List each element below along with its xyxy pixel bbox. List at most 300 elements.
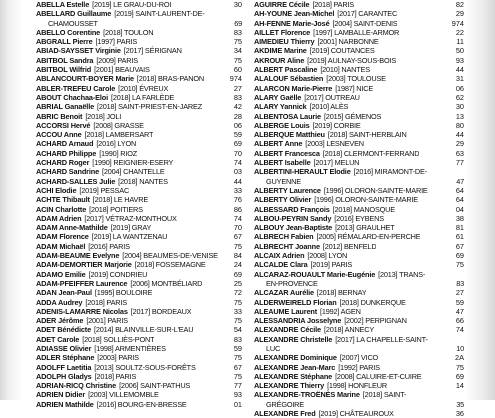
directory-entry bbox=[36, 270, 242, 279]
directory-entry bbox=[254, 19, 464, 28]
entry-department-number: 27 bbox=[233, 83, 242, 93]
entry-name: ALEXANDRE Jean-Marc bbox=[254, 362, 336, 372]
entry-name: ALBERGE Louis bbox=[254, 120, 310, 130]
entry-year-location: [2018] DUNKERQUE bbox=[339, 297, 406, 307]
directory-entry bbox=[254, 9, 464, 18]
entry-year-location: [2018] SAINT-PRIEST-EN-JAREZ bbox=[97, 102, 203, 112]
directory-entry bbox=[254, 316, 464, 325]
entry-year-location: [1996] OLORON-SAINTE-MARIE bbox=[323, 185, 428, 195]
directory-entry bbox=[254, 372, 464, 381]
directory-entry bbox=[36, 149, 242, 158]
directory-entry bbox=[36, 158, 242, 167]
directory-entry bbox=[36, 28, 242, 37]
directory-entry bbox=[36, 344, 242, 353]
entry-year-location: [2019] CONDRIEU bbox=[88, 269, 148, 279]
entry-year-location: [2016] BOURG-EN-BRESSE bbox=[96, 399, 187, 409]
entry-year-location: [2018] PARIS bbox=[312, 0, 355, 9]
directory-entry bbox=[36, 130, 242, 139]
entry-name: ACHARD Roger bbox=[36, 158, 90, 168]
entry-year-location: [2019] GRAY bbox=[110, 223, 152, 233]
directory-entry bbox=[254, 260, 464, 269]
directory-entry bbox=[254, 28, 464, 37]
entry-name: AGUIRRE Cécile bbox=[254, 0, 310, 9]
entry-name: AKDIME Marine bbox=[254, 46, 307, 56]
entry-year-location: [1995] BOULOIRE bbox=[94, 288, 153, 298]
entry-year-location: [2018] LAMBERSART bbox=[84, 130, 154, 140]
entry-name: ALEXANDRE Christelle bbox=[254, 334, 333, 344]
directory-entry bbox=[254, 112, 464, 121]
directory-entry bbox=[36, 56, 242, 65]
entry-year-location: [1996] OLORON-SAINTE-MARIE bbox=[314, 195, 418, 205]
entry-name: ACCOU Anne bbox=[36, 130, 82, 140]
entry-department-number: 29 bbox=[455, 9, 464, 19]
entry-department-number: 83 bbox=[233, 27, 242, 37]
entry-department-number: 75 bbox=[233, 297, 242, 307]
entry-name: ADAM Adrien bbox=[36, 213, 82, 223]
directory-entry bbox=[36, 363, 242, 372]
entry-name: ADAMO Emilie bbox=[36, 269, 86, 279]
entry-department-number: 76 bbox=[233, 195, 242, 205]
entry-name: ADOLFF Laetitia bbox=[36, 362, 92, 372]
directory-entry bbox=[36, 316, 242, 325]
entry-name: ALEXANDRE Thierry bbox=[254, 381, 325, 391]
entry-name: ADIASSE Olivier bbox=[36, 343, 92, 353]
entry-year-location: [2019] COUTANCES bbox=[309, 46, 375, 56]
entry-name: ABOUT Chachaa-Eloi bbox=[36, 92, 108, 102]
entry-year-location: [2013] TRANS- bbox=[378, 269, 426, 279]
entry-name: ALBRECHT Joanne bbox=[254, 241, 320, 251]
entry-department-number: 77 bbox=[455, 158, 464, 168]
entry-year-location: [2008] GRASSE bbox=[93, 120, 144, 130]
entry-name: ADRIAN-RICQ Christine bbox=[36, 381, 117, 391]
entry-year-location: [2018] SOLLIÈS-PONT bbox=[82, 334, 155, 344]
entry-name: ABELLA Estelle bbox=[36, 0, 90, 9]
entry-department-number: 81 bbox=[455, 223, 464, 233]
entry-name: ALARY Gaëlle bbox=[254, 92, 302, 102]
entry-year-location: [1987] NICE bbox=[335, 83, 374, 93]
directory-entry bbox=[36, 205, 242, 214]
entry-department-number: 84 bbox=[233, 251, 242, 261]
entry-department-number: 30 bbox=[233, 0, 242, 9]
entry-department-number: 75 bbox=[455, 260, 464, 270]
entry-year-location: [2003] VILLEMOMBLE bbox=[88, 390, 159, 400]
directory-entry bbox=[36, 307, 242, 316]
directory-entry bbox=[254, 65, 464, 74]
entry-name: ABITBOL Wilfrid bbox=[36, 65, 92, 75]
entry-year-location: [2016] LYON bbox=[96, 139, 137, 149]
directory-entry bbox=[254, 298, 464, 307]
directory-entry bbox=[36, 251, 242, 260]
directory-entry bbox=[36, 195, 242, 204]
directory-entry bbox=[254, 56, 464, 65]
entry-department-number: 75 bbox=[233, 55, 242, 65]
entry-name: AH-FENNE Marie-José bbox=[254, 18, 330, 28]
entry-department-number: 14 bbox=[455, 381, 464, 391]
entry-department-number: 75 bbox=[233, 316, 242, 326]
entry-department-number: 36 bbox=[455, 409, 464, 418]
directory-entry bbox=[36, 288, 242, 297]
entry-year-location: [2008] CALUIRE-ET-CUIRE bbox=[335, 371, 422, 381]
left-column bbox=[36, 0, 242, 409]
entry-year-location: [1992] AGEN bbox=[320, 306, 361, 316]
directory-entry bbox=[254, 232, 464, 241]
entry-name: ADET Bénédicte bbox=[36, 325, 92, 335]
entry-name: ALBERT Pascaline bbox=[254, 65, 318, 75]
entry-department-number: 27 bbox=[455, 288, 464, 298]
entry-department-number: 33 bbox=[233, 185, 242, 195]
entry-year-location: [2017] CARANTEC bbox=[337, 9, 398, 19]
entry-department-number: 80 bbox=[455, 120, 464, 130]
directory-entry bbox=[254, 158, 464, 167]
directory-entry bbox=[36, 102, 242, 111]
entry-year-location: [2002] PERPIGNAN bbox=[344, 316, 407, 326]
directory-entry bbox=[254, 167, 464, 186]
directory-entry bbox=[36, 400, 242, 409]
entry-department-number: 66 bbox=[455, 316, 464, 326]
entry-name: ACCORSI Hervé bbox=[36, 120, 91, 130]
entry-name: ALBRECH Fabien bbox=[254, 232, 314, 242]
entry-department-number: 01 bbox=[233, 399, 242, 409]
directory-entry bbox=[36, 223, 242, 232]
entry-name: ABITBOL Sandra bbox=[36, 55, 94, 65]
entry-department-number: 83 bbox=[233, 92, 242, 102]
directory-entry bbox=[36, 9, 242, 28]
entry-year-location: [2017] OUTREAU bbox=[304, 92, 360, 102]
directory-entry bbox=[36, 232, 242, 241]
entry-year-location: [2018] PARIS bbox=[94, 371, 137, 381]
entry-year-location: [2018] PARIS bbox=[85, 297, 127, 307]
entry-name: ACIN Charlotte bbox=[36, 204, 87, 214]
entry-year-location: [2001] NARBONNE bbox=[317, 37, 379, 47]
directory-entry bbox=[36, 0, 242, 9]
directory-entry bbox=[254, 74, 464, 83]
entry-department-number: 59 bbox=[233, 343, 242, 353]
entry-department-number: 67 bbox=[233, 362, 242, 372]
entry-name: ADRIEN Didier bbox=[36, 390, 86, 400]
entry-department-number: 35 bbox=[456, 399, 464, 409]
entry-location-continued: EN-PROVENCE bbox=[266, 278, 318, 288]
entry-year-location: [2003] PARIS bbox=[97, 353, 139, 363]
entry-name: ALDERWEIRELD Florian bbox=[254, 297, 337, 307]
entry-department-number: 69 bbox=[233, 269, 242, 279]
entry-department-number: 22 bbox=[455, 27, 464, 37]
entry-year-location: [2019] CHÂTEAUROUX bbox=[318, 409, 394, 418]
entry-year-location: [2014] BLAINVILLE-SUR-L'EAU bbox=[94, 325, 194, 335]
entry-location-continued: LUC bbox=[266, 343, 281, 353]
entry-year-location: [2004] BEAUMES-DE-VENISE bbox=[122, 251, 218, 261]
directory-entry bbox=[36, 279, 242, 288]
directory-entry bbox=[254, 205, 464, 214]
entry-department-number: 93 bbox=[233, 390, 242, 400]
directory-entry bbox=[254, 409, 464, 418]
entry-name: ACHTE Thibault bbox=[36, 195, 90, 205]
directory-entry bbox=[254, 84, 464, 93]
directory-entry bbox=[36, 372, 242, 381]
entry-department-number: 64 bbox=[455, 195, 464, 205]
entry-year-location: [2001] BEAUVAIS bbox=[94, 65, 150, 75]
entry-department-number: 93 bbox=[455, 55, 464, 65]
directory-entry bbox=[254, 102, 464, 111]
entry-name: ALBOUY Jean-Baptiste bbox=[254, 223, 333, 233]
directory-entry bbox=[254, 325, 464, 334]
entry-year-location: [2013] GRAULHET bbox=[335, 223, 395, 233]
entry-year-location: [2018] FOSSEMAGNE bbox=[134, 260, 206, 270]
entry-year-location: [2018] SAINT- bbox=[362, 390, 407, 400]
entry-name: ALEXANDRE Stéphane bbox=[254, 371, 333, 381]
entry-name: ALCALDE Clara bbox=[254, 260, 308, 270]
entry-year-location: [2018] ANNECY bbox=[323, 325, 375, 335]
entry-year-location: [2003] LESNEVEN bbox=[305, 139, 364, 149]
entry-name: AKROUR Aline bbox=[254, 55, 305, 65]
entry-year-location: [2010] ÉVREUX bbox=[118, 83, 169, 93]
entry-department-number: 11 bbox=[456, 37, 464, 47]
entry-department-number: 25 bbox=[233, 278, 242, 288]
entry-name: AH-YOUNE Jean-Michel bbox=[254, 9, 335, 19]
entry-name: ALEXANDRE Dominique bbox=[254, 353, 337, 363]
entry-department-number: 06 bbox=[455, 83, 464, 93]
entry-year-location: [2015] GÉMENOS bbox=[323, 111, 382, 121]
entry-year-location: [2017] SÉRIGNAN bbox=[123, 46, 182, 56]
entry-department-number: 30 bbox=[455, 102, 464, 112]
entry-year-location: [2019] LA WANTZENAU bbox=[91, 232, 168, 242]
entry-department-number: 60 bbox=[233, 65, 242, 75]
entry-name: ALESSANDRIA Josselyne bbox=[254, 316, 342, 326]
entry-year-location: [2004] CHANTELLE bbox=[102, 167, 165, 177]
entry-department-number: 13 bbox=[455, 111, 464, 121]
entry-department-number: 67 bbox=[455, 241, 464, 251]
entry-year-location: [2018] BRAS-PANON bbox=[136, 74, 204, 84]
entry-department-number: 64 bbox=[455, 185, 464, 195]
entry-department-number: 50 bbox=[455, 46, 464, 56]
entry-department-number: 62 bbox=[455, 92, 464, 102]
entry-name: ALBOU-PEYRIN Sandy bbox=[254, 213, 332, 223]
directory-entry bbox=[254, 186, 464, 195]
entry-name: ALEAUME Laurent bbox=[254, 306, 318, 316]
entry-department-number: 44 bbox=[233, 176, 242, 186]
directory-entry bbox=[254, 214, 464, 223]
directory-entry bbox=[254, 270, 464, 289]
entry-year-location: [2010] NANTES bbox=[320, 65, 370, 75]
entry-name: ADAM-BEAUME Evelyne bbox=[36, 251, 120, 261]
page-gutter-right bbox=[465, 0, 495, 400]
entry-year-location: [2017] LA CHAPELLE-SAINT- bbox=[335, 334, 428, 344]
directory-entry bbox=[254, 223, 464, 232]
directory-entry bbox=[254, 251, 464, 260]
entry-name: ADAM-DEMORTIER Marjorie bbox=[36, 260, 132, 270]
directory-entry bbox=[254, 121, 464, 130]
entry-year-location: [2019] SAINT-LAURENT-DE- bbox=[114, 9, 205, 19]
entry-department-number: 86 bbox=[233, 204, 242, 214]
entry-year-location: [2006] SAINT-PATHUS bbox=[119, 381, 191, 391]
entry-year-location: [2009] PARIS bbox=[96, 55, 138, 65]
entry-year-location: [1998] ARMENTIÈRES bbox=[94, 343, 166, 353]
entry-department-number: 974 bbox=[229, 74, 242, 84]
directory-entry bbox=[254, 93, 464, 102]
entry-year-location: [1990] REIGNIER-ESERY bbox=[92, 158, 174, 168]
entry-name: ABIAD-SAYSSET Virginie bbox=[36, 46, 121, 56]
directory-entry bbox=[254, 37, 464, 46]
entry-name: ADER Jérôme bbox=[36, 316, 84, 326]
entry-year-location: [1992] PARIS bbox=[338, 362, 380, 372]
entry-name: ALCARAZ-ROUAULT Marie-Eugénie bbox=[254, 269, 376, 279]
entry-name: ACHARD Sandrine bbox=[36, 167, 100, 177]
entry-department-number: 03 bbox=[233, 167, 242, 177]
entry-name: ALBESSARD François bbox=[254, 204, 330, 214]
entry-name: ALCAIX Adrien bbox=[254, 251, 305, 261]
entry-department-number: 83 bbox=[456, 278, 464, 288]
entry-department-number: 33 bbox=[233, 306, 242, 316]
entry-department-number: 74 bbox=[233, 158, 242, 168]
entry-year-location: [2018] LE HAVRE bbox=[92, 195, 149, 205]
entry-department-number: 44 bbox=[455, 65, 464, 75]
entry-year-location: [2017] BORDEAUX bbox=[130, 306, 192, 316]
entry-year-location: [2019] AULNAY-SOUS-BOIS bbox=[307, 55, 397, 65]
entry-name: ADET Carole bbox=[36, 334, 80, 344]
entry-department-number: 63 bbox=[455, 148, 464, 158]
entry-year-location: [1990] RIOZ bbox=[99, 148, 137, 158]
directory-entry bbox=[254, 335, 464, 354]
directory-entry bbox=[36, 167, 242, 176]
entry-department-number: 04 bbox=[455, 204, 464, 214]
entry-department-number: 42 bbox=[233, 102, 242, 112]
entry-department-number: 75 bbox=[233, 353, 242, 363]
entry-year-location: [1998] HONFLEUR bbox=[327, 381, 387, 391]
entry-name: ALBERTY Laurence bbox=[254, 185, 321, 195]
entry-department-number: 69 bbox=[233, 139, 242, 149]
entry-year-location: [2007] VICO bbox=[339, 353, 379, 363]
entry-name: AIMEDIEU Thierry bbox=[254, 37, 315, 47]
directory-entry bbox=[36, 112, 242, 121]
entry-department-number: 06 bbox=[233, 120, 242, 130]
entry-year-location: [2019] CORBIE bbox=[312, 120, 361, 130]
entry-name: ABLER-TREFEU Carole bbox=[36, 83, 116, 93]
directory-entry bbox=[254, 149, 464, 158]
directory-entry bbox=[36, 74, 242, 83]
entry-name: ADAN Jean-Paul bbox=[36, 288, 92, 298]
entry-year-location: [2016] EYBENS bbox=[334, 213, 384, 223]
entry-year-location: [2017] VÉTRAZ-MONTHOUX bbox=[84, 213, 177, 223]
entry-department-number: 38 bbox=[455, 213, 464, 223]
directory-entry bbox=[254, 363, 464, 372]
directory-entry bbox=[254, 307, 464, 316]
entry-department-number: 47 bbox=[455, 306, 464, 316]
entry-department-number: 47 bbox=[456, 176, 464, 186]
entry-department-number: 82 bbox=[455, 0, 464, 9]
directory-entry bbox=[254, 0, 464, 9]
entry-year-location: [1997] PARIS bbox=[95, 37, 138, 47]
entry-name: ALARY Yannick bbox=[254, 102, 307, 112]
entry-department-number: 69 bbox=[234, 18, 242, 28]
entry-department-number: 75 bbox=[233, 37, 242, 47]
directory-entry bbox=[36, 214, 242, 223]
entry-name: ALCAZAR Aurélie bbox=[254, 288, 314, 298]
directory-entry bbox=[36, 93, 242, 102]
entry-department-number: 67 bbox=[233, 232, 242, 242]
entry-department-number: 29 bbox=[455, 139, 464, 149]
entry-department-number: 70 bbox=[233, 223, 242, 233]
entry-name: ADAM-PFEIFFER Laurence bbox=[36, 278, 128, 288]
entry-department-number: 83 bbox=[233, 334, 242, 344]
entry-department-number: 72 bbox=[233, 288, 242, 298]
directory-entry bbox=[254, 130, 464, 139]
entry-year-location: [2019] PESSAC bbox=[79, 185, 130, 195]
entry-name: ALALOUF Sébastien bbox=[254, 74, 324, 84]
entry-department-number: 74 bbox=[233, 213, 242, 223]
directory-entry bbox=[36, 121, 242, 130]
entry-year-location: [2006] MONTBÉLIARD bbox=[130, 278, 203, 288]
directory-entry bbox=[254, 288, 464, 297]
entry-name: ABELLO Corentine bbox=[36, 27, 101, 37]
entry-department-number: 75 bbox=[233, 371, 242, 381]
entry-name: ABELLARD Guillaume bbox=[36, 9, 112, 19]
directory-entry bbox=[36, 325, 242, 334]
entry-year-location: [2018] MANOSQUE bbox=[332, 204, 395, 214]
entry-year-location: [2018] NANTES bbox=[118, 176, 168, 186]
entry-year-location: [2017] MELUN bbox=[313, 158, 360, 168]
entry-department-number: 61 bbox=[455, 232, 464, 242]
entry-department-number: 44 bbox=[455, 130, 464, 140]
directory-entry bbox=[36, 390, 242, 399]
entry-name: ACHARD Philippe bbox=[36, 148, 97, 158]
directory-entry bbox=[254, 353, 464, 362]
directory-entry bbox=[36, 381, 242, 390]
entry-department-number: 74 bbox=[455, 325, 464, 335]
entry-name: ADAM Florence bbox=[36, 232, 89, 242]
entry-year-location: [2018] CLERMONT-FERRAND bbox=[322, 148, 420, 158]
entry-department-number: 75 bbox=[233, 241, 242, 251]
entry-name: ALBERT Isabelle bbox=[254, 158, 311, 168]
entry-year-location: [2016] PARIS bbox=[88, 241, 130, 251]
entry-name: ALBERQUE Matthieu bbox=[254, 130, 325, 140]
entry-name: ABRIC Benoit bbox=[36, 111, 83, 121]
entry-year-location: [2018] TOULON bbox=[103, 27, 154, 37]
entry-name: ACHARD-SALLES Julie bbox=[36, 176, 116, 186]
entry-year-location: [2013] SOULTZ-SOUS-FORÊTS bbox=[94, 362, 196, 372]
entry-year-location: [2004] SAINT-DENIS bbox=[332, 18, 398, 28]
entry-name: AILLET Florence bbox=[254, 27, 311, 37]
directory-entry bbox=[36, 84, 242, 93]
directory-entry bbox=[36, 139, 242, 148]
right-column bbox=[254, 0, 464, 418]
directory-entry bbox=[254, 46, 464, 55]
entry-name: ALBERTY Olivier bbox=[254, 195, 312, 205]
entry-name: ALBERTINI-HERAULT Elodie bbox=[254, 167, 351, 177]
entry-year-location: [2018] BERNAY bbox=[316, 288, 367, 298]
entry-year-location: [2003] TOULOUSE bbox=[326, 74, 386, 84]
entry-year-location: [2019] PARIS bbox=[310, 260, 353, 270]
entry-department-number: 10 bbox=[456, 343, 464, 353]
entry-department-number: 2A bbox=[455, 353, 464, 363]
entry-name: ALEXANDRE Fred bbox=[254, 409, 316, 418]
page-gutter-left bbox=[0, 0, 22, 400]
entry-name: ALBERT Anne bbox=[254, 139, 303, 149]
directory-entry bbox=[36, 298, 242, 307]
entry-department-number: 24 bbox=[233, 260, 242, 270]
entry-year-location: [2001] PARIS bbox=[86, 316, 128, 326]
entry-year-location: [2016] MIRAMONT-DE- bbox=[353, 167, 427, 177]
directory-entry bbox=[254, 139, 464, 148]
directory-entry bbox=[254, 195, 464, 204]
entry-year-location: [1997] LAMBALLE-ARMOR bbox=[313, 27, 400, 37]
entry-year-location: [2005] RÉMALARD-EN-PERCHE bbox=[316, 232, 421, 242]
directory-entry bbox=[254, 242, 464, 251]
entry-name: ADLER Stéphane bbox=[36, 353, 95, 363]
entry-department-number: 28 bbox=[233, 111, 242, 121]
entry-name: ADAM Anne-Mathilde bbox=[36, 223, 108, 233]
entry-department-number: 75 bbox=[455, 362, 464, 372]
entry-location-continued: GRÉGOIRE bbox=[266, 399, 304, 409]
directory-entry bbox=[36, 242, 242, 251]
